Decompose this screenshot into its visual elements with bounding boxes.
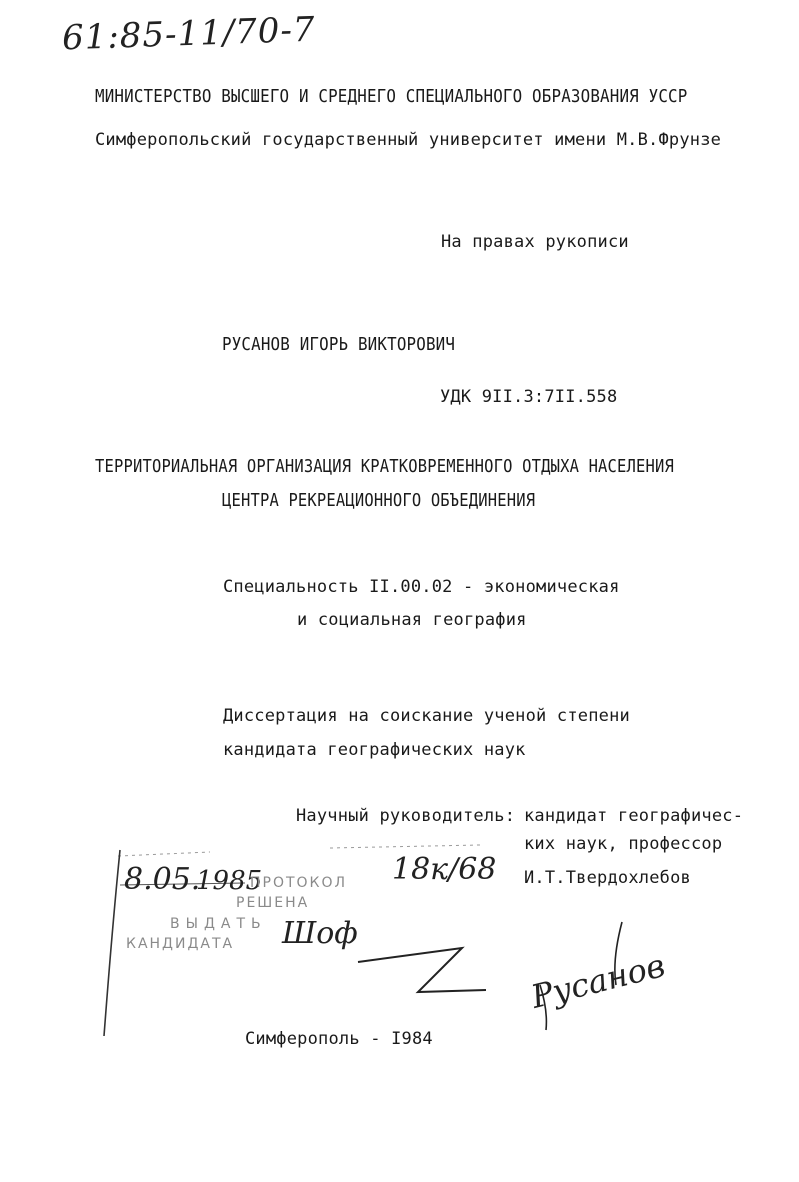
udc-code: УДК 9II.3:7II.558 [440, 387, 618, 407]
dissertation-degree-line1: Диссертация на соискание ученой степени [223, 706, 630, 726]
specialty-line1: Специальность II.00.02 - экономическая [223, 577, 620, 597]
manuscript-note: На правах рукописи [441, 232, 629, 252]
author-name: РУСАНОВ ИГОРЬ ВИКТОРОВИЧ [222, 334, 456, 355]
stamp-protocol-number: 18к/68 [392, 852, 497, 887]
author-signature: Русанов [527, 946, 669, 1016]
dissertation-degree-line2: кандидата географических наук [223, 740, 526, 760]
specialty-line2: и социальная география [297, 610, 527, 630]
stamp-text-line4: КАНДИДАТА [126, 936, 235, 952]
stamp-year: 1985 [196, 866, 263, 896]
ministry-heading: МИНИСТЕРСТВО ВЫСШЕГО И СРЕДНЕГО СПЕЦИАЛЬНОГО ОБРАЗОВАНИЯ УССР [95, 86, 688, 107]
stamp-date: 8.05. [124, 862, 201, 897]
supervisor-name: И.Т.Твердохлебов [524, 868, 691, 888]
city-year: Симферополь - I984 [245, 1029, 433, 1049]
stamp-signature: Шоф [282, 916, 358, 951]
dissertation-title-line2: ЦЕНТРА РЕКРЕАЦИОННОГО ОБЪЕДИНЕНИЯ [222, 490, 536, 511]
supervisor-degree-line2: ких наук, профессор [524, 834, 723, 854]
supervisor-degree-line1: кандидат географичес- [524, 806, 744, 826]
stamp-text-line3: ВЫДАТЬ [170, 916, 267, 932]
stamp-text-line2: РЕШЕНА [236, 895, 310, 911]
archive-number: 61:85-11/70-7 [61, 9, 317, 59]
supervisor-label: Научный руководитель: [296, 806, 516, 826]
university-name: Симферопольский государственный университет имени М.В.Фрунзе [95, 130, 722, 150]
dissertation-title-line1: ТЕРРИТОРИАЛЬНАЯ ОРГАНИЗАЦИЯ КРАТКОВРЕМЕННОГО ОТДЫХА НАСЕЛЕНИЯ [95, 456, 675, 477]
stamp-text-line1: ПРОТОКОЛ [250, 875, 348, 891]
